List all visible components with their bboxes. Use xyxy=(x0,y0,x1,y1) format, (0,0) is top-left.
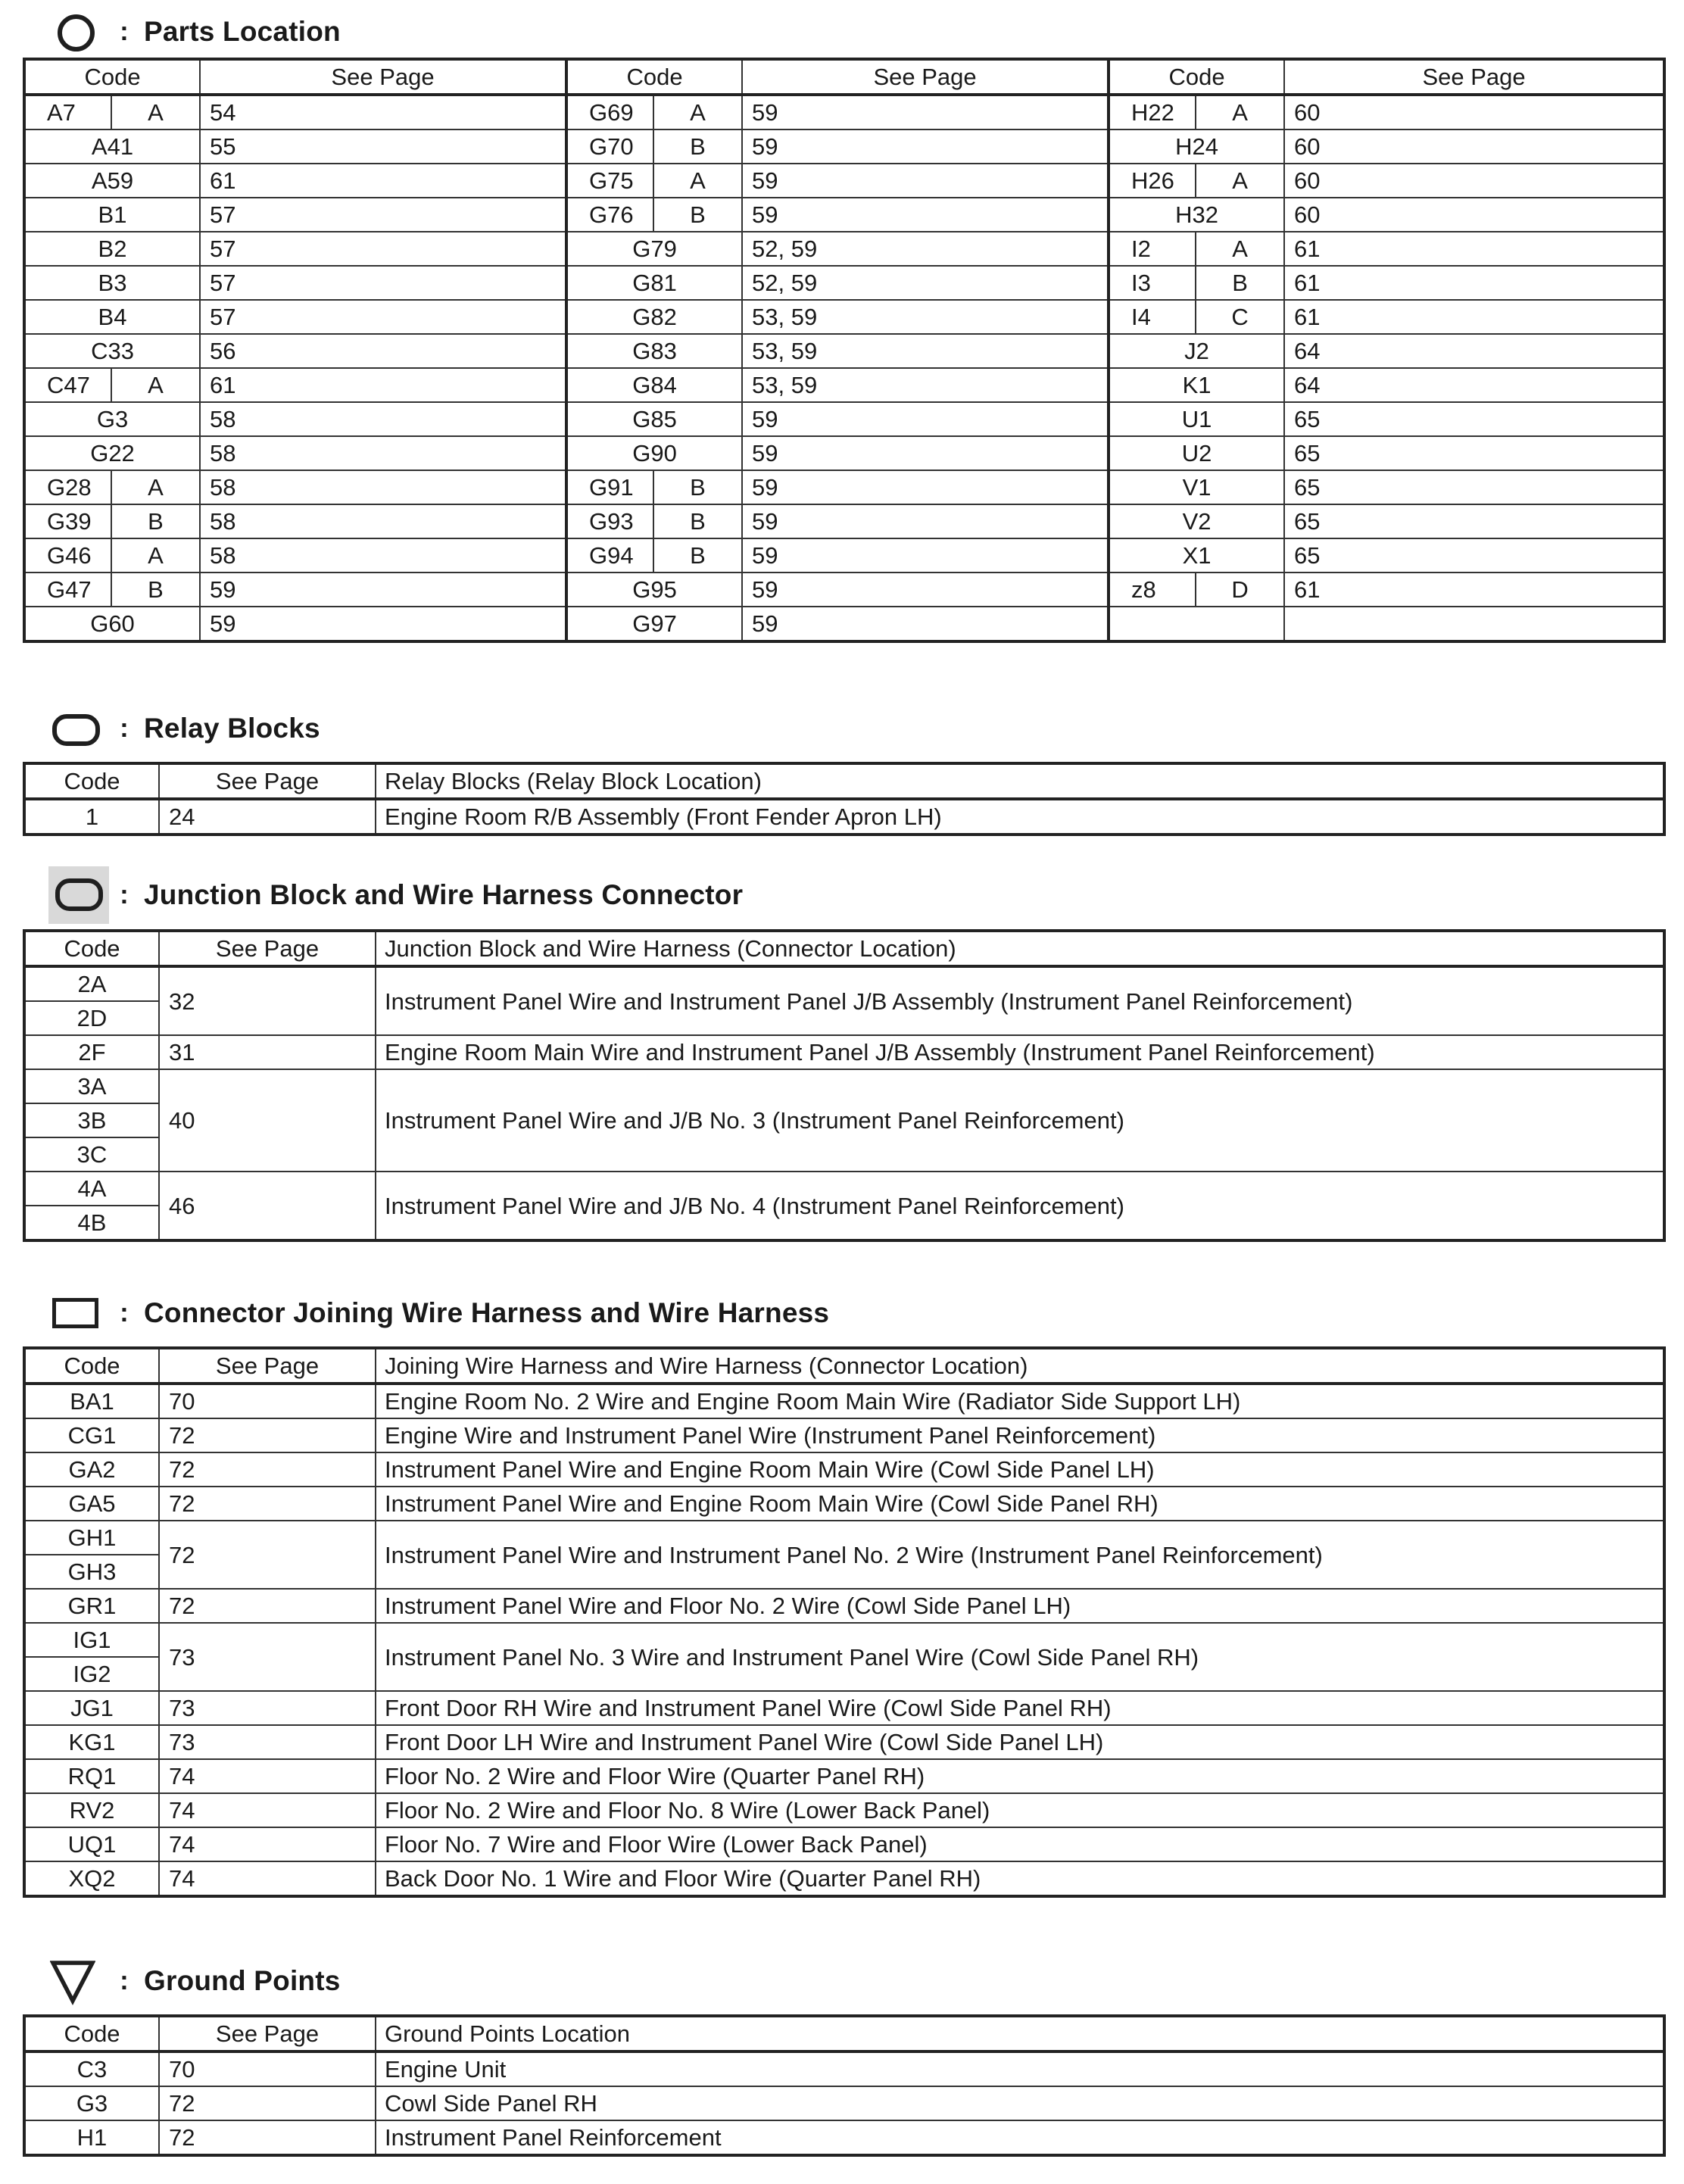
table-row xyxy=(24,504,1664,538)
table-row xyxy=(24,573,1664,607)
part-see-page: 60 xyxy=(1284,129,1664,164)
row-code: GA2 xyxy=(24,1452,159,1487)
part-code: G47 xyxy=(24,573,111,607)
row-code: XQ2 xyxy=(24,1861,159,1896)
row-see-page: 70 xyxy=(159,1384,376,1418)
part-see-page: 58 xyxy=(200,436,566,470)
row-description: Engine Unit xyxy=(376,2051,1664,2086)
row-code: RV2 xyxy=(24,1793,159,1827)
code-header: Code xyxy=(24,2016,159,2051)
part-code: U2 xyxy=(1109,436,1284,470)
heading-colon: : xyxy=(120,17,129,46)
row-code: IG1 xyxy=(24,1623,159,1657)
part-see-page: 53, 59 xyxy=(742,334,1109,368)
row-code: CG1 xyxy=(24,1418,159,1452)
table-row xyxy=(24,368,1664,402)
part-code: A7 xyxy=(24,95,111,129)
part-code: G97 xyxy=(566,607,742,641)
description-header: Joining Wire Harness and Wire Harness (Connector Location) xyxy=(376,1348,1664,1384)
part-sub-code: B xyxy=(653,538,742,573)
table-header-row xyxy=(24,763,1664,799)
part-sub-code: B xyxy=(653,470,742,504)
heading-colon: : xyxy=(120,880,129,909)
see-page-header: See Page xyxy=(200,59,566,95)
part-code: G46 xyxy=(24,538,111,573)
table-row xyxy=(24,1418,1664,1452)
row-description: Engine Wire and Instrument Panel Wire (Instrument Panel Reinforcement) xyxy=(376,1418,1664,1452)
part-code: J2 xyxy=(1109,334,1284,368)
table-row xyxy=(24,300,1664,334)
table-row xyxy=(24,1069,1664,1103)
part-see-page: 54 xyxy=(200,95,566,129)
row-description: Instrument Panel No. 3 Wire and Instrument Panel Wire (Cowl Side Panel RH) xyxy=(376,1623,1664,1691)
row-see-page: 74 xyxy=(159,1827,376,1861)
part-code: G28 xyxy=(24,470,111,504)
part-code: G75 xyxy=(566,164,653,198)
part-sub-code: A xyxy=(1196,164,1284,198)
part-see-page: 61 xyxy=(1284,266,1664,300)
row-code: BA1 xyxy=(24,1384,159,1418)
row-see-page: 73 xyxy=(159,1623,376,1691)
part-sub-code: C xyxy=(1196,300,1284,334)
part-see-page: 59 xyxy=(742,198,1109,232)
row-code: 4B xyxy=(24,1206,159,1240)
part-see-page: 65 xyxy=(1284,402,1664,436)
part-see-page: 59 xyxy=(742,538,1109,573)
section-title: Parts Location xyxy=(144,16,341,47)
shaded-stadium-icon xyxy=(50,874,104,916)
row-description: Instrument Panel Wire and Floor No. 2 Wire (Cowl Side Panel LH) xyxy=(376,1589,1664,1623)
table-row xyxy=(24,1589,1664,1623)
table-row xyxy=(24,1759,1664,1793)
part-sub-code: A xyxy=(111,470,200,504)
table-row xyxy=(24,1452,1664,1487)
code-header: Code xyxy=(1109,59,1284,95)
ground-points-table xyxy=(23,2014,1666,2157)
part-code: G91 xyxy=(566,470,653,504)
see-page-header: See Page xyxy=(159,1348,376,1384)
code-header: Code xyxy=(24,1348,159,1384)
row-code: GH1 xyxy=(24,1521,159,1555)
junction-block-table xyxy=(23,929,1666,1242)
section-title: Ground Points xyxy=(144,1965,341,1996)
part-code: G39 xyxy=(24,504,111,538)
heading-colon: : xyxy=(120,1298,129,1328)
part-code: G81 xyxy=(566,266,742,300)
table-row xyxy=(24,2120,1664,2155)
part-see-page: 58 xyxy=(200,538,566,573)
part-see-page: 61 xyxy=(1284,573,1664,607)
table-row xyxy=(24,1172,1664,1206)
part-code: U1 xyxy=(1109,402,1284,436)
row-code: G3 xyxy=(24,2086,159,2120)
description-header: Ground Points Location xyxy=(376,2016,1664,2051)
part-code: G69 xyxy=(566,95,653,129)
part-sub-code: D xyxy=(1196,573,1284,607)
part-code: B3 xyxy=(24,266,200,300)
part-code: G22 xyxy=(24,436,200,470)
see-page-header: See Page xyxy=(1284,59,1664,95)
part-code: G76 xyxy=(566,198,653,232)
part-code: G95 xyxy=(566,573,742,607)
part-code xyxy=(1109,607,1284,641)
row-see-page: 72 xyxy=(159,1521,376,1589)
row-description: Floor No. 7 Wire and Floor Wire (Lower Back Panel) xyxy=(376,1827,1664,1861)
table-row xyxy=(24,198,1664,232)
table-row xyxy=(24,334,1664,368)
row-code: GA5 xyxy=(24,1487,159,1521)
stadium-icon xyxy=(50,707,104,750)
row-description: Front Door RH Wire and Instrument Panel Wire (Cowl Side Panel RH) xyxy=(376,1691,1664,1725)
part-code: H22 xyxy=(1109,95,1196,129)
row-see-page: 74 xyxy=(159,1793,376,1827)
part-sub-code: A xyxy=(111,95,200,129)
part-code: X1 xyxy=(1109,538,1284,573)
row-code: GR1 xyxy=(24,1589,159,1623)
part-see-page: 55 xyxy=(200,129,566,164)
row-code: 2A xyxy=(24,966,159,1001)
table-row xyxy=(24,538,1664,573)
row-code: IG2 xyxy=(24,1657,159,1691)
table-row xyxy=(24,2086,1664,2120)
part-see-page: 59 xyxy=(742,436,1109,470)
description-header: Relay Blocks (Relay Block Location) xyxy=(376,763,1664,799)
connector-joining-table xyxy=(23,1346,1666,1898)
part-see-page: 52, 59 xyxy=(742,232,1109,266)
part-sub-code: B xyxy=(653,198,742,232)
row-see-page: 40 xyxy=(159,1069,376,1172)
part-sub-code: A xyxy=(111,538,200,573)
table-row xyxy=(24,1487,1664,1521)
part-see-page: 57 xyxy=(200,300,566,334)
see-page-header: See Page xyxy=(159,763,376,799)
square-icon xyxy=(50,1292,104,1334)
part-code: H24 xyxy=(1109,129,1284,164)
part-code: G90 xyxy=(566,436,742,470)
part-see-page: 60 xyxy=(1284,164,1664,198)
row-description: Instrument Panel Wire and J/B No. 4 (Instrument Panel Reinforcement) xyxy=(376,1172,1664,1240)
row-code: RQ1 xyxy=(24,1759,159,1793)
part-see-page: 58 xyxy=(200,402,566,436)
part-code: G93 xyxy=(566,504,653,538)
part-sub-code: A xyxy=(111,368,200,402)
part-see-page: 57 xyxy=(200,266,566,300)
part-see-page: 53, 59 xyxy=(742,300,1109,334)
part-see-page: 59 xyxy=(742,607,1109,641)
part-see-page: 59 xyxy=(742,504,1109,538)
part-code: G3 xyxy=(24,402,200,436)
parts-location-table xyxy=(23,58,1666,643)
see-page-header: See Page xyxy=(159,931,376,966)
row-description: Back Door No. 1 Wire and Floor Wire (Quarter Panel RH) xyxy=(376,1861,1664,1896)
part-code: V1 xyxy=(1109,470,1284,504)
row-see-page: 73 xyxy=(159,1725,376,1759)
row-description: Engine Room No. 2 Wire and Engine Room Main Wire (Radiator Side Support LH) xyxy=(376,1384,1664,1418)
table-header-row xyxy=(24,1348,1664,1384)
row-description: Cowl Side Panel RH xyxy=(376,2086,1664,2120)
part-see-page: 61 xyxy=(1284,300,1664,334)
code-header: Code xyxy=(24,931,159,966)
part-code: G82 xyxy=(566,300,742,334)
part-sub-code: B xyxy=(111,504,200,538)
section-title: Junction Block and Wire Harness Connector xyxy=(144,879,744,910)
part-code: B1 xyxy=(24,198,200,232)
part-see-page: 53, 59 xyxy=(742,368,1109,402)
row-see-page: 24 xyxy=(159,799,376,835)
table-row xyxy=(24,1861,1664,1896)
part-sub-code: A xyxy=(653,164,742,198)
table-row xyxy=(24,436,1664,470)
part-code: G94 xyxy=(566,538,653,573)
part-see-page: 61 xyxy=(200,164,566,198)
table-row xyxy=(24,1035,1664,1069)
row-see-page: 72 xyxy=(159,1452,376,1487)
table-header-row xyxy=(24,59,1664,95)
row-description: Instrument Panel Wire and Instrument Panel J/B Assembly (Instrument Panel Reinforcement) xyxy=(376,966,1664,1035)
part-code: B4 xyxy=(24,300,200,334)
part-code: G84 xyxy=(566,368,742,402)
part-code: I3 xyxy=(1109,266,1196,300)
part-code: K1 xyxy=(1109,368,1284,402)
part-see-page: 59 xyxy=(742,470,1109,504)
row-code: JG1 xyxy=(24,1691,159,1725)
table-row xyxy=(24,95,1664,129)
row-code: 3C xyxy=(24,1137,159,1172)
row-code: 4A xyxy=(24,1172,159,1206)
heading-colon: : xyxy=(120,713,129,743)
table-row xyxy=(24,266,1664,300)
relay-blocks-heading xyxy=(50,707,320,750)
table-row xyxy=(24,607,1664,641)
connector-joining-heading xyxy=(50,1292,829,1334)
parts-location-heading xyxy=(50,11,341,53)
part-see-page: 65 xyxy=(1284,436,1664,470)
part-see-page: 60 xyxy=(1284,198,1664,232)
part-sub-code: A xyxy=(1196,232,1284,266)
part-code: A59 xyxy=(24,164,200,198)
row-code: 2F xyxy=(24,1035,159,1069)
part-code: B2 xyxy=(24,232,200,266)
table-row xyxy=(24,1623,1664,1657)
part-code: G85 xyxy=(566,402,742,436)
row-code: C3 xyxy=(24,2051,159,2086)
table-row xyxy=(24,1793,1664,1827)
row-code: H1 xyxy=(24,2120,159,2155)
part-see-page: 61 xyxy=(200,368,566,402)
table-row xyxy=(24,129,1664,164)
part-see-page: 65 xyxy=(1284,470,1664,504)
table-row xyxy=(24,1725,1664,1759)
row-see-page: 73 xyxy=(159,1691,376,1725)
table-row xyxy=(24,232,1664,266)
row-code: 3B xyxy=(24,1103,159,1137)
section-title: Connector Joining Wire Harness and Wire Harness xyxy=(144,1297,830,1328)
part-code: V2 xyxy=(1109,504,1284,538)
part-sub-code: B xyxy=(1196,266,1284,300)
part-see-page: 65 xyxy=(1284,504,1664,538)
table-row xyxy=(24,1691,1664,1725)
row-code: 3A xyxy=(24,1069,159,1103)
part-code: G79 xyxy=(566,232,742,266)
table-row xyxy=(24,1384,1664,1418)
part-see-page: 59 xyxy=(742,129,1109,164)
row-description: Instrument Panel Reinforcement xyxy=(376,2120,1664,2155)
table-row xyxy=(24,799,1664,835)
part-see-page xyxy=(1284,607,1664,641)
part-see-page: 57 xyxy=(200,232,566,266)
part-see-page: 59 xyxy=(742,573,1109,607)
part-sub-code: A xyxy=(653,95,742,129)
row-code: KG1 xyxy=(24,1725,159,1759)
row-code: GH3 xyxy=(24,1555,159,1589)
part-see-page: 58 xyxy=(200,470,566,504)
section-title: Relay Blocks xyxy=(144,713,320,744)
part-code: I2 xyxy=(1109,232,1196,266)
table-row xyxy=(24,2051,1664,2086)
code-header: Code xyxy=(566,59,742,95)
part-code: A41 xyxy=(24,129,200,164)
row-description: Floor No. 2 Wire and Floor Wire (Quarter Panel RH) xyxy=(376,1759,1664,1793)
ground-points-heading xyxy=(50,1960,341,2002)
heading-colon: : xyxy=(120,1966,129,1995)
row-description: Instrument Panel Wire and Engine Room Main Wire (Cowl Side Panel LH) xyxy=(376,1452,1664,1487)
part-sub-code: A xyxy=(1196,95,1284,129)
row-see-page: 46 xyxy=(159,1172,376,1240)
row-code: 1 xyxy=(24,799,159,835)
row-code: 2D xyxy=(24,1001,159,1035)
part-code: z8 xyxy=(1109,573,1196,607)
part-see-page: 61 xyxy=(1284,232,1664,266)
row-description: Engine Room Main Wire and Instrument Panel J/B Assembly (Instrument Panel Reinforcement) xyxy=(376,1035,1664,1069)
row-description: Instrument Panel Wire and J/B No. 3 (Instrument Panel Reinforcement) xyxy=(376,1069,1664,1172)
part-code: H32 xyxy=(1109,198,1284,232)
part-see-page: 59 xyxy=(742,95,1109,129)
part-see-page: 59 xyxy=(742,164,1109,198)
part-code: H26 xyxy=(1109,164,1196,198)
row-description: Front Door LH Wire and Instrument Panel Wire (Cowl Side Panel LH) xyxy=(376,1725,1664,1759)
row-see-page: 72 xyxy=(159,2120,376,2155)
part-see-page: 64 xyxy=(1284,334,1664,368)
row-code: UQ1 xyxy=(24,1827,159,1861)
table-row xyxy=(24,1521,1664,1555)
part-see-page: 59 xyxy=(742,402,1109,436)
circle-icon xyxy=(50,11,104,53)
part-see-page: 56 xyxy=(200,334,566,368)
part-code: G83 xyxy=(566,334,742,368)
part-see-page: 57 xyxy=(200,198,566,232)
row-see-page: 31 xyxy=(159,1035,376,1069)
row-description: Instrument Panel Wire and Engine Room Main Wire (Cowl Side Panel RH) xyxy=(376,1487,1664,1521)
table-header-row xyxy=(24,931,1664,966)
row-see-page: 72 xyxy=(159,1418,376,1452)
part-see-page: 59 xyxy=(200,607,566,641)
table-row xyxy=(24,164,1664,198)
description-header: Junction Block and Wire Harness (Connector Location) xyxy=(376,931,1664,966)
part-code: I4 xyxy=(1109,300,1196,334)
table-row xyxy=(24,470,1664,504)
row-see-page: 74 xyxy=(159,1861,376,1896)
relay-blocks-table xyxy=(23,762,1666,836)
row-see-page: 72 xyxy=(159,2086,376,2120)
row-see-page: 74 xyxy=(159,1759,376,1793)
part-code: C33 xyxy=(24,334,200,368)
part-see-page: 65 xyxy=(1284,538,1664,573)
see-page-header: See Page xyxy=(159,2016,376,2051)
row-see-page: 70 xyxy=(159,2051,376,2086)
row-description: Instrument Panel Wire and Instrument Panel No. 2 Wire (Instrument Panel Reinforcement) xyxy=(376,1521,1664,1589)
part-sub-code: B xyxy=(111,573,200,607)
code-header: Code xyxy=(24,763,159,799)
code-header: Code xyxy=(24,59,200,95)
part-see-page: 60 xyxy=(1284,95,1664,129)
row-see-page: 72 xyxy=(159,1589,376,1623)
part-code: C47 xyxy=(24,368,111,402)
triangle-icon xyxy=(50,1960,104,2002)
table-row xyxy=(24,402,1664,436)
part-code: G70 xyxy=(566,129,653,164)
junction-block-heading xyxy=(50,874,743,916)
see-page-header: See Page xyxy=(742,59,1109,95)
row-see-page: 72 xyxy=(159,1487,376,1521)
part-sub-code: B xyxy=(653,129,742,164)
part-see-page: 64 xyxy=(1284,368,1664,402)
part-see-page: 58 xyxy=(200,504,566,538)
row-description: Floor No. 2 Wire and Floor No. 8 Wire (Lower Back Panel) xyxy=(376,1793,1664,1827)
part-code: G60 xyxy=(24,607,200,641)
row-see-page: 32 xyxy=(159,966,376,1035)
table-row xyxy=(24,966,1664,1001)
part-sub-code: B xyxy=(653,504,742,538)
part-see-page: 59 xyxy=(200,573,566,607)
row-description: Engine Room R/B Assembly (Front Fender Apron LH) xyxy=(376,799,1664,835)
table-header-row xyxy=(24,2016,1664,2051)
part-see-page: 52, 59 xyxy=(742,266,1109,300)
table-row xyxy=(24,1827,1664,1861)
